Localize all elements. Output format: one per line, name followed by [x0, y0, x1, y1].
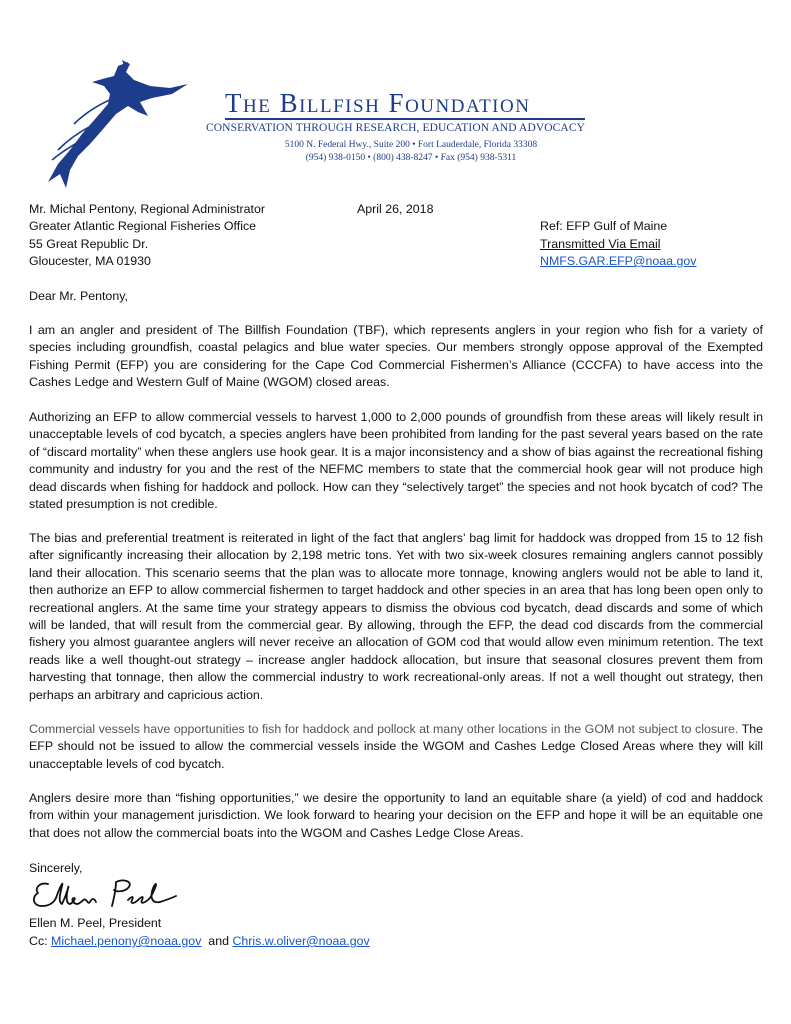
letterhead [30, 58, 590, 198]
org-tagline: CONSERVATION THROUGH RESEARCH, EDUCATION AND ADVOCACY [206, 122, 586, 134]
cc-line [29, 933, 370, 950]
marlin-logo-icon [30, 58, 200, 198]
signatory-name: Ellen M. Peel, President [29, 916, 162, 930]
reference-line: Ref: EFP Gulf of Maine [540, 219, 668, 233]
handwritten-signature [30, 876, 180, 912]
paragraph-1: I am an angler and president of The Billfish Foundation (TBF), which represents anglers in your region who fish for a variety of species including groundfish, coastal pelagics and blue water species. Our members strongly oppose approval of the Exempted Fishing Permit (EFP) you are considering for the Cape Cod Commercial Fishermen’s Alliance (CCCFA) to have access into the Cashes Ledge and Western Gulf of Maine (WGOM) closed areas. [29, 323, 763, 390]
recipient-line1: Mr. Michal Pentony, Regional Administrator [29, 202, 265, 216]
closing-sincerely: Sincerely, [29, 861, 83, 875]
cc-email-link-2[interactable]: Chris.w.oliver@noaa.gov [232, 934, 370, 948]
paragraph-4 [29, 721, 763, 773]
org-address [246, 139, 576, 165]
cc-label: Cc: [29, 934, 48, 948]
recipient-line3: 55 Great Republic Dr. [29, 237, 149, 251]
salutation: Dear Mr. Pentony, [29, 289, 128, 303]
letterhead-divider [225, 118, 585, 120]
paragraph-5: Anglers desire more than “fishing opportunities,” we desire the opportunity to land an equitable share (a yield) of cod and haddock from within your management jurisdiction. We look forward to hearing your decision on the EFP and hope it will be an equitable one that does not allow the commercial boats into the WGOM and Cashes Ledge Close Areas. [29, 791, 763, 840]
transmitted-via-email: Transmitted Via Email [540, 237, 661, 251]
letter-date: April 26, 2018 [357, 202, 434, 216]
cc-email-link-1[interactable]: Michael.penony@noaa.gov [51, 934, 202, 948]
paragraph-3: The bias and preferential treatment is reiterated in light of the fact that anglers’ bag limit for haddock was dropped from 15 to 12 fish after significantly increasing their allocation by 2,198 metric tons. Yet with two six-week closures remaining anglers cannot possibly land their allocation. This scenario seems that the plan was to allocate more tonnage, knowing anglers would not be able to land it, then authorize an EFP to allow commercial fishermen to target haddock and other species in an area that has long been open only to recreational anglers. At the same time your strategy appears to dismiss the obvious cod bycatch, dead discards and some of which will be landed, that will result from the commercial gear. By allowing, through the EFP, the dead cod discards from the commercial fishery you almost guarantee anglers will never receive an allocation of GOM cod that would allow even minimum retention. The text reads like a well thought-out strategy – increase angler haddock allocation, but insure that seasonal closures prevent them from harvesting that tonnage, then allow the commercial industry to work recreational-only areas. If not a well thought out strategy, then perhaps an arbitrary and capricious action. [29, 531, 763, 702]
paragraph-2: Authorizing an EFP to allow commercial vessels to harvest 1,000 to 2,000 pounds of groundfish from these areas will likely result in unacceptable levels of cod bycatch, a species anglers have been prohibited from landing for the past several years based on the rate of “discard mortality” when these anglers use hook gear. It is a major inconsistency and a show of bias against the recreational fishing community and industry for you and the rest of the NEFMC members to state that the commercial hook gear will not produce high dead discards when fishing for haddock and pollock. How can they “selectively target” the species and not hook bycatch of cod? The stated presumption is not credible. [29, 410, 763, 512]
paragraph-4-part1: Commercial vessels have opportunities to fish for haddock and pollock at many other locations in the GOM not subject to closure. [29, 722, 739, 736]
org-name: The Billfish Foundation [225, 88, 531, 118]
paragraph-4-part2: The EFP should not be issued to allow the commercial vessels inside the WGOM and Cashes Ledge Closed Areas where they will kill unacceptable levels of cod bycatch. [29, 722, 763, 771]
org-address-line1: 5100 N. Federal Hwy., Suite 200 • Fort Lauderdale, Florida 33308 [284, 140, 538, 150]
recipient-line2: Greater Atlantic Regional Fisheries Office [29, 219, 257, 233]
cc-and: and [208, 934, 229, 948]
reference-email-link[interactable]: NMFS.GAR.EFP@noaa.gov [540, 254, 697, 268]
org-address-line2: (954) 938-0150 • (800) 438-8247 • Fax (954) 938-5311 [305, 153, 517, 163]
recipient-line4: Gloucester, MA 01930 [29, 254, 151, 268]
